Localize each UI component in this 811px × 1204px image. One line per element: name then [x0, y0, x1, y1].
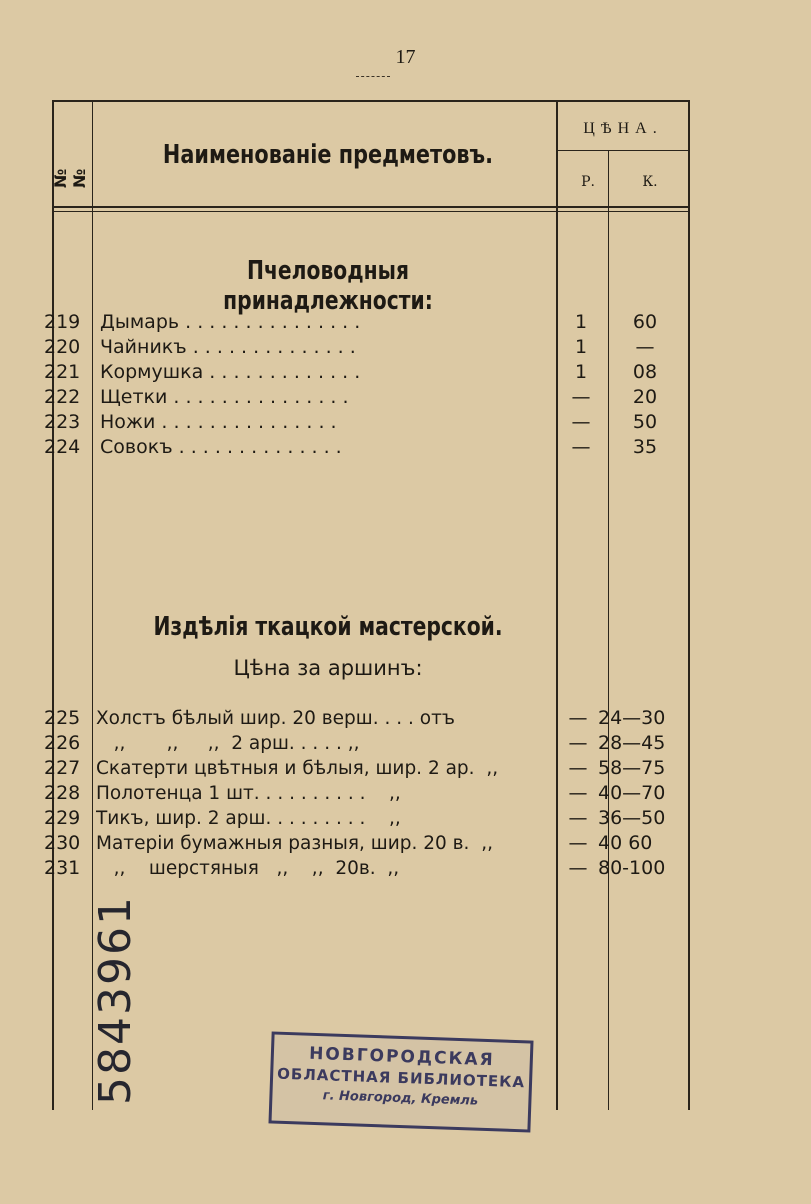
header-price: ЦѢНА.	[583, 120, 663, 137]
item-name: Чайникъ . . . . . . . . . . . . . .	[100, 336, 356, 358]
page-number-underline	[356, 76, 390, 77]
item-kopecks: —	[635, 336, 655, 358]
item-rubles: —	[571, 386, 591, 408]
item-rubles: —	[568, 782, 588, 804]
rub-col-divider	[556, 100, 558, 1110]
table-row	[0, 806, 811, 831]
item-rubles: 1	[574, 361, 588, 383]
item-rubles: —	[568, 732, 588, 754]
stamp-line-2: ОБЛАСТНАЯ БИБЛИОТЕКА	[276, 1064, 526, 1092]
item-rubles: —	[571, 411, 591, 433]
item-kopecks: 40 60	[598, 832, 653, 854]
item-kopecks: 35	[632, 436, 658, 458]
item-number: 219	[44, 311, 81, 333]
stamp-line-3: г. Новгород, Кремль	[322, 1088, 479, 1109]
item-name: Полотенца 1 шт. . . . . . . . . . ,,	[96, 783, 401, 804]
kop-col-divider	[608, 150, 609, 1110]
table-row	[0, 731, 811, 756]
item-name: Кормушка . . . . . . . . . . . . .	[100, 361, 361, 383]
section-title-weaving: Издѣлія ткацкой мастерской.	[153, 612, 503, 642]
item-rubles: —	[568, 807, 588, 829]
item-name: Ножи . . . . . . . . . . . . . . .	[100, 411, 337, 433]
item-name: Тикъ, шир. 2 арш. . . . . . . . . ,,	[96, 808, 401, 829]
item-kopecks: 80-100	[598, 857, 666, 879]
table-row	[0, 310, 811, 335]
item-name: Холстъ бѣлый шир. 20 верш. . . . отъ	[96, 708, 455, 729]
item-number: 227	[44, 757, 81, 779]
item-kopecks: 20	[632, 386, 658, 408]
item-number: 229	[44, 807, 81, 829]
table-row	[0, 435, 811, 460]
left-border	[52, 100, 54, 1110]
item-number: 223	[44, 411, 81, 433]
item-number: 224	[44, 436, 81, 458]
header-title: Наименованіе предметовъ.	[162, 140, 494, 170]
table-row	[0, 360, 811, 385]
item-number: 226	[44, 732, 81, 754]
stamp-line-1: НОВГОРОДСКАЯ	[308, 1043, 495, 1071]
item-name: Дымарь . . . . . . . . . . . . . . .	[100, 311, 361, 333]
table-row	[0, 756, 811, 781]
item-rubles: —	[568, 757, 588, 779]
table-row	[0, 410, 811, 435]
header-bottom-border	[52, 206, 688, 208]
section-title-beekeeping: Пчеловодныя принадлежности:	[223, 256, 433, 316]
item-kopecks: 28—45	[598, 732, 666, 754]
page-number: 17	[395, 46, 416, 68]
table-top-border	[52, 100, 688, 102]
item-name: ,, шерстяныя ,, ,, 20в. ,,	[96, 858, 400, 879]
handwritten-inventory-number: 5843961	[90, 895, 141, 1105]
item-rubles: 1	[574, 311, 588, 333]
section-subtitle-price-per-arshin: Цѣна за аршинъ:	[233, 656, 423, 680]
item-kopecks: 58—75	[598, 757, 666, 779]
table-row	[0, 335, 811, 360]
item-number: 231	[44, 857, 81, 879]
header-bottom-border-2	[52, 211, 688, 212]
table-row	[0, 706, 811, 731]
item-rubles: —	[568, 832, 588, 854]
item-number: 221	[44, 361, 81, 383]
item-number: 220	[44, 336, 81, 358]
item-kopecks: 24—30	[598, 707, 666, 729]
item-name: Матеріи бумажныя разныя, шир. 20 в. ,,	[96, 833, 493, 854]
item-name: ,, ,, ,, 2 арш. . . . . ,,	[96, 733, 360, 754]
item-number: 225	[44, 707, 81, 729]
item-name: Скатерти цвѣтныя и бѣлыя, шир. 2 ар. ,,	[96, 758, 499, 779]
table-row	[0, 856, 811, 881]
item-number: 230	[44, 832, 81, 854]
item-rubles: —	[568, 857, 588, 879]
price-header-divider	[558, 150, 688, 151]
item-name: Щетки . . . . . . . . . . . . . . .	[100, 386, 349, 408]
item-name: Совокъ . . . . . . . . . . . . . .	[100, 436, 342, 458]
item-kopecks: 60	[632, 311, 658, 333]
table-row	[0, 781, 811, 806]
item-number: 228	[44, 782, 81, 804]
header-rubles: Р.	[581, 174, 595, 190]
header-number-column: № №	[51, 168, 89, 188]
item-kopecks: 08	[632, 361, 658, 383]
item-rubles: 1	[574, 336, 588, 358]
item-kopecks: 40—70	[598, 782, 666, 804]
item-kopecks: 50	[632, 411, 658, 433]
library-stamp	[268, 1031, 533, 1132]
table-row	[0, 385, 811, 410]
item-rubles: —	[568, 707, 588, 729]
header-kopecks: К.	[642, 174, 658, 190]
item-number: 222	[44, 386, 81, 408]
item-kopecks: 36—50	[598, 807, 666, 829]
right-border	[688, 100, 690, 1110]
table-row	[0, 831, 811, 856]
item-rubles: —	[571, 436, 591, 458]
